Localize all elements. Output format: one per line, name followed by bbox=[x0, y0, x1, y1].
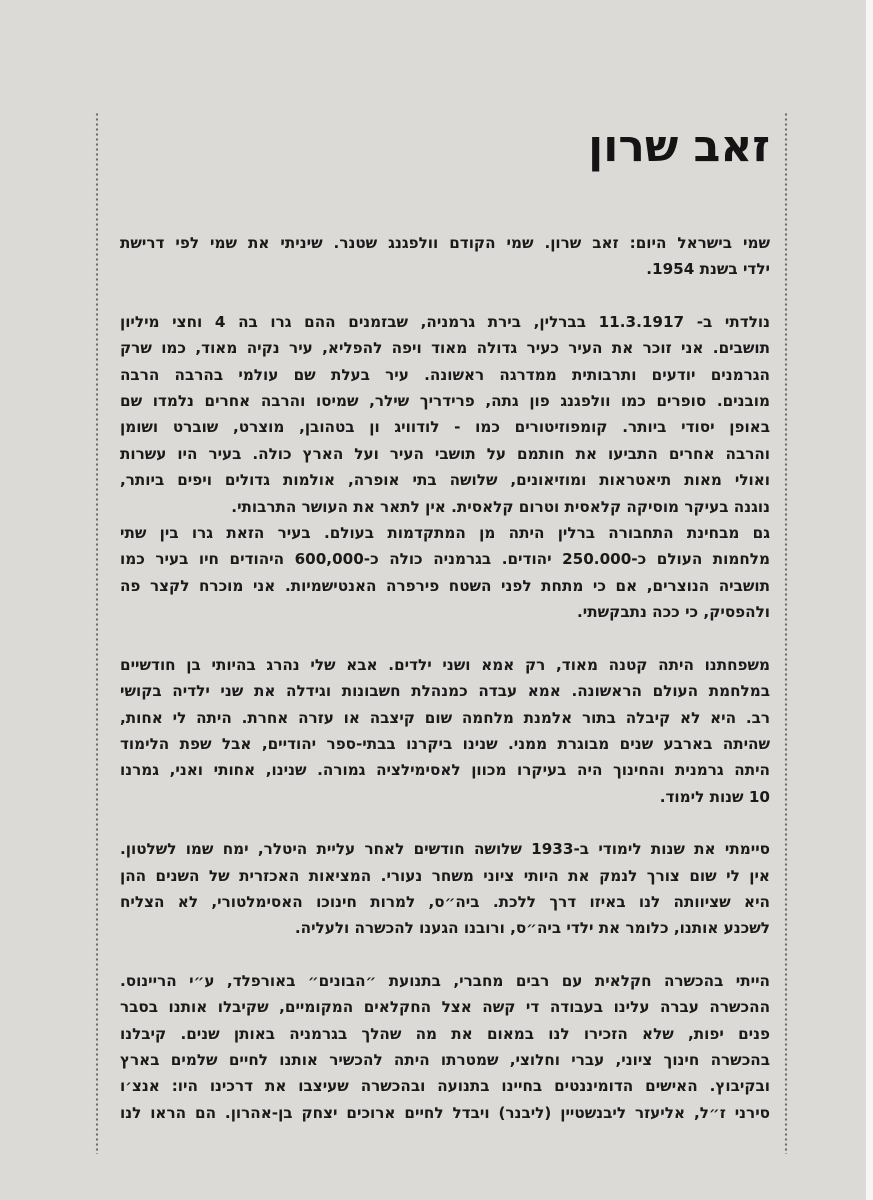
text-line: הגרמנים יודעים ותרבותית ממדרגה ראשונה. עיר בעלת שם עולמי בהרבה הרבה bbox=[120, 365, 770, 384]
text-line: היתה גרמנית והחינוך היה בעיקרו מכוון לאסימילציה גמורה. שנינו, אחותי ואני, גמרנו bbox=[120, 761, 770, 780]
text-line: ילדי בשנת 1954. bbox=[646, 260, 770, 279]
text-line: אין לי שום צורך לנמק את היותי ציוני משחר נעורי. המציאות האכזרית של השנים ההן bbox=[120, 866, 770, 885]
text-line: רב. היא לא קיבלה בתור אלמנת מלחמה שום קיצבה או עזרה אחרת. היתה לי אחות, bbox=[120, 708, 770, 727]
text-line: והרבה אחרים התביעו את חותמם על תושבי העיר ועל הארץ כולה. בעיר היו עשרות bbox=[120, 444, 770, 463]
text-line: מלחמות העולם כ-250.000 יהודים. בגרמניה כולה כ-600,000 היהודים חיו בעיר כמו bbox=[120, 550, 770, 569]
document-body bbox=[120, 112, 770, 1126]
paragraph-name-change bbox=[120, 230, 770, 283]
text-line: נוגנה בעיקר מוסיקה קלאסית וטרום קלאסית. אין לתאר את העושר התרבותי. bbox=[231, 497, 770, 516]
paragraph-transport bbox=[120, 520, 770, 626]
text-line: פנים יפות, שלא הזכירו לנו במאום את מה שהלך בגרמניה באותן שנים. קיבלנו bbox=[120, 1024, 770, 1043]
text-line: משפחתנו היתה קטנה מאוד, רק אמא ושני ילדים. אבא שלי נהרג בהיותי בן חודשיים bbox=[120, 655, 770, 674]
text-line: תושבים. אני זוכר את העיר כעיר גדולה מאוד ויפה להפליא, עיר נקיה מאוד, כמו שרק bbox=[120, 339, 770, 358]
text-line: שהיתה בארבע שנים מבוגרת ממני. שנינו ביקרנו בבתי-ספר יהודיים, אבל שפת הלימוד bbox=[120, 734, 770, 753]
scan-edge bbox=[866, 0, 873, 1200]
paragraph-family bbox=[120, 652, 770, 810]
text-line: סיימתי את שנות לימודי ב-1933 שלושה חודשים לאחר עליית היטלר, ימח שמו לשלטון. bbox=[120, 840, 770, 859]
decorative-border-left bbox=[95, 112, 99, 1154]
text-line: בהכשרה חינוך ציוני, עברי וחלוצי, שמטרתו היתה להכשיר אותנו לחיים שלמים בארץ bbox=[120, 1050, 770, 1069]
text-line: היא שציוותה לנו באיזו דרך ללכת. ביה״ס, למרות חינוכו האסימלטורי, לא הצליח bbox=[120, 892, 770, 911]
paragraph-hachshara bbox=[120, 968, 770, 1126]
text-line: לשכנע אותנו, כלומר את ילדי ביה״ס, ורובנו הגענו להכשרה ולעליה. bbox=[294, 919, 770, 938]
text-line: 10 שנות לימוד. bbox=[659, 787, 770, 806]
text-line: ובקיבוץ. האישים הדומיננטים בחיינו בתנועה ובהכשרה שעיצבו את דרכינו היו: אנצ׳ו bbox=[120, 1077, 770, 1096]
page-title: זאב שרון bbox=[588, 121, 770, 172]
text-line: במלחמת העולם הראשונה. אמא עבדה כמנהלת חשבונות וגידלה את שני ילדיה בקושי bbox=[120, 682, 770, 701]
text-line: ההכשרה עברה עלינו בעבודה די קשה אצל החקלאים המקומיים, שקיבלו אותנו בסבר bbox=[120, 998, 770, 1017]
text-line: נולדתי ב- 11.3.1917 בברלין, בירת גרמניה, שבזמנים ההם גרו בה 4 וחצי מיליון bbox=[120, 312, 770, 331]
paragraph-zionism bbox=[120, 836, 770, 942]
text-line: סירני ז״ל, אליעזר ליבנשטיין (ליבנר) ויבדל לחיים ארוכים יצחק בן-אהרון. הם הראו לנו bbox=[120, 1103, 770, 1122]
text-line: ואולי מאות תיאטראות ומוזיאונים, שלושה בתי אופרה, אולמות גדולים ויפים ביותר, bbox=[120, 471, 770, 490]
paragraph-berlin bbox=[120, 309, 770, 520]
text-line: גם מבחינת התחבורה ברלין היתה מן המתקדמות בעולם. בעיר הזאת גרו בין שתי bbox=[120, 524, 770, 543]
text-line: תושביה הנוצרים, אם כי מתחת לפני השטח פירפרה האנטישמיות. אני מוכרח לקצר פה bbox=[120, 576, 770, 595]
text-line: שמי בישראל היום: זאב שרון. שמי הקודם וולפגנג שטנר. שיניתי את שמי לפי דרישת bbox=[120, 234, 770, 252]
decorative-border-right bbox=[784, 112, 788, 1154]
text-line: באופן יסודי ביותר. קומפוזיטורים כמו - לודוויג ון בטהובן, מוצרט, שוברט ושומן bbox=[120, 418, 770, 437]
text-line: מובנים. סופרים כמו וולפגנג פון גתה, פרידריך שילר, שמיסו והרבה אחרים נלמדו שם bbox=[120, 392, 770, 411]
text-line: ולהפסיק, כי ככה נתבקשתי. bbox=[577, 603, 770, 622]
text-line: הייתי בהכשרה חקלאית עם רבים מחברי, בתנועת ״הבונים״ באורפלד, ע״י הריינוס. bbox=[120, 971, 770, 990]
